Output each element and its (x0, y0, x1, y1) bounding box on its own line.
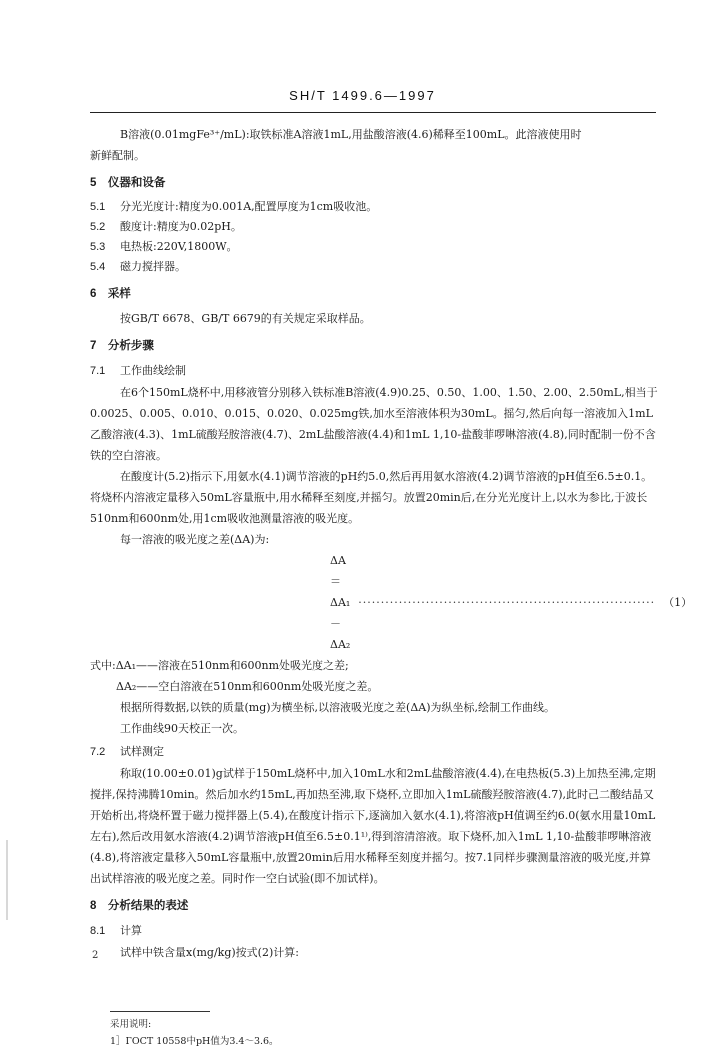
section-8-1-text: 试样中铁含量x(mg/kg)按式(2)计算: (120, 946, 299, 959)
item-5-4 (90, 257, 658, 277)
item-5-3 (90, 237, 658, 257)
item-5-2 (90, 217, 658, 237)
subsection-number: 8.1 (90, 925, 106, 937)
section-6-text: 按GB/T 6678、GB/T 6679的有关规定采取样品。 (120, 312, 371, 325)
subsection-8-1-heading (90, 920, 658, 942)
definition-text: ΔA₁——溶液在510nm和600nm处吸光度之差; (115, 659, 349, 672)
scan-margin-mark (6, 840, 8, 920)
item-text: 磁力搅拌器。 (120, 260, 186, 273)
section-6-title: 6 采样 (90, 288, 131, 300)
intro-line-2: 新鲜配制。 (90, 149, 145, 162)
section-7-1-para-4: 根据所得数据,以铁的质量(mg)为横坐标,以溶液吸光度之差(ΔA)为纵坐标,绘制工作曲线。 (120, 701, 556, 714)
formula-leader-dots: ·································································· (358, 596, 656, 609)
footnote-rule (110, 1011, 210, 1012)
section-7-1-para-2: 在酸度计(5.2)指示下,用氨水(4.1)调节溶液的pH约5.0,然后再用氨水溶液(4.2)调节溶液的pH值至6.5±0.1。将烧杯内溶液定量移入50mL容量瓶中,用水稀释至刻度,并摇匀。放置20min后,在分光光度计上,以水为参比,于波长510nm和600nm处,用1cm吸收池测量溶液的吸光度。 (90, 470, 653, 525)
item-text: 酸度计:精度为0.02pH。 (120, 220, 242, 233)
footnote-title: 采用说明: (110, 1019, 152, 1030)
section-7-title: 7 分析步骤 (90, 340, 154, 352)
item-5-1 (90, 197, 658, 217)
section-7-2-para-1: 称取(10.00±0.01)g试样于150mL烧杯中,加入10mL水和2mL盐酸溶液(4.4),在电热板(5.3)上加热至沸,定期搅拌,保持沸腾10min。然后加水约15mL,再加热至沸,取下烧杯,立即加入1mL硫酸羟胺溶液(4.7),此时己二酸结晶又开始析出,将烧杯置于磁力搅拌器上(5.4),在酸度计指示下,逐滴加入氨水(4.1),将溶液pH值调至约6.0(氨水用量10mL左右),然后改用氨水溶液(4.2)调节溶液pH值至6.5±0.1¹⁾,得到溶清溶液。取下烧杯,加入1mL 1,10-盐酸菲啰啉溶液(4.8),将溶液定量移入50mL容量瓶中,放置20min后用水稀释至刻度并摇匀。按7.1同样步骤测量溶液的吸光度,并算出试样溶液的吸光度之差。同时作一空白试验(即不加试样)。 (90, 767, 656, 885)
page-number: 2 (92, 950, 99, 961)
subsection-title: 工作曲线绘制 (120, 364, 186, 377)
section-8-title: 8 分析结果的表述 (90, 900, 189, 912)
item-text: 分光光度计:精度为0.001A,配置厚度为1cm吸收池。 (120, 200, 378, 213)
subsection-title: 计算 (120, 924, 142, 937)
section-7-1-para-1: 在6个150mL烧杯中,用移液管分别移入铁标准B溶液(4.9)0.25、0.50、1.00、1.50、2.00、2.50mL,相当于0.0025、0.005、0.010、0.015、0.020、0.025mg铁,加水至溶液体积为30mL。摇匀,然后向每一溶液加入1mL乙酸溶液(4.3)、1mL硫酸羟胺溶液(4.7)、2mL盐酸溶液(4.4)和1mL 1,10-盐酸菲啰啉溶液(4.8),同时配制一份不含铁的空白溶液。 (90, 386, 658, 462)
item-text: 电热板:220V,1800W。 (120, 240, 238, 253)
intro-line-1: B溶液(0.01mgFe³⁺/mL):取铁标准A溶液1mL,用盐酸溶液(4.6)稀释至100mL。此溶液使用时 (120, 128, 582, 141)
item-number: 5.1 (90, 201, 106, 213)
definition-lead: 式中: (90, 659, 116, 672)
subsection-title: 试样测定 (120, 745, 164, 758)
subsection-number: 7.2 (90, 746, 106, 758)
definition-1 (90, 655, 658, 676)
formula-expression: ΔA＝ΔA₁－ΔA₂ (330, 554, 351, 651)
standard-header: SH/T 1499.6—1997 (289, 88, 436, 103)
header-rule (90, 112, 656, 113)
formula-1 (90, 550, 693, 655)
footnote-text: 1］ГОСТ 10558中pH值为3.4～3.6。 (110, 1036, 279, 1047)
section-7-1-para-5: 工作曲线90天校正一次。 (120, 722, 244, 735)
item-number: 5.4 (90, 261, 106, 273)
formula-number: （1） (663, 596, 693, 609)
document-body (90, 124, 693, 1050)
subsection-7-1-heading (90, 360, 658, 382)
section-7-1-para-3: 每一溶液的吸光度之差(ΔA)为: (120, 533, 270, 546)
item-number: 5.2 (90, 221, 106, 233)
section-5-title: 5 仪器和设备 (90, 177, 166, 189)
definition-2: ΔA₂——空白溶液在510nm和600nm处吸光度之差。 (116, 680, 379, 693)
item-number: 5.3 (90, 241, 106, 253)
subsection-number: 7.1 (90, 365, 106, 377)
subsection-7-2-heading (90, 741, 658, 763)
